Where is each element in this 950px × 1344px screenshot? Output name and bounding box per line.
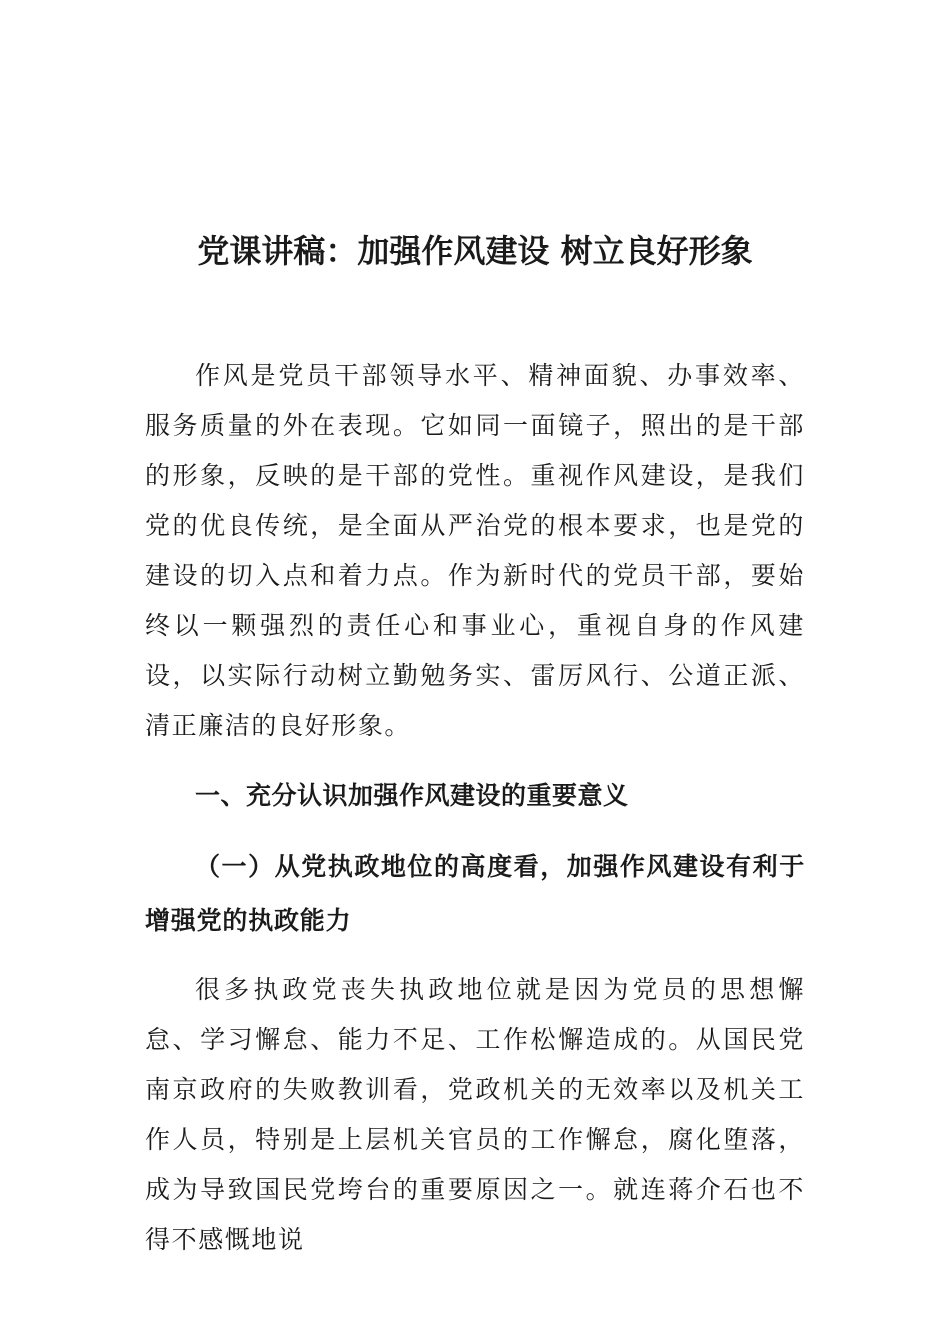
subsection-heading: （一）从党执政地位的高度看，加强作风建设有利于增强党的执政能力 (145, 852, 805, 935)
body-paragraph: 很多执政党丧失执政地位就是因为党员的思想懈怠、学习懈怠、能力不足、工作松懈造成的。从国民党南京政府的失败教训看，党政机关的无效率以及机关工作人员，特别是上层机关官员的工作懈怠，腐化堕落，成为导致国民党垮台的重要原因之一。就连蒋介石也不得不感慨地说 (145, 975, 805, 1254)
document-title: 党课讲稿：加强作风建设 树立良好形象 (197, 232, 753, 270)
section-heading: 一、充分认识加强作风建设的重要意义 (195, 781, 629, 810)
intro-paragraph: 作风是党员干部领导水平、精神面貌、办事效率、服务质量的外在表现。它如同一面镜子，照出的是干部的形象，反映的是干部的党性。重视作风建设，是我们党的优良传统，是全面从严治党的根本要求，也是党的建设的切入点和着力点。作为新时代的党员干部，要始终以一颗强烈的责任心和事业心，重视自身的作风建设，以实际行动树立勤勉务实、雷厉风行、公道正派、清正廉洁的良好形象。 (145, 361, 805, 740)
